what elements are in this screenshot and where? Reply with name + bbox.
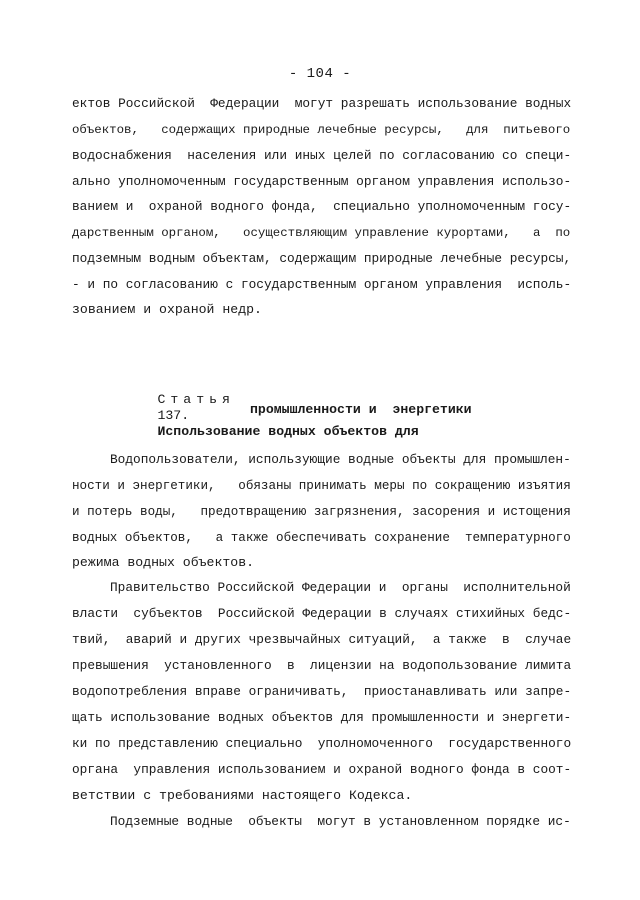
text-line: ки по представлению специально уполномоченного государственного bbox=[72, 736, 572, 751]
text-line: водных объектов, а также обеспечивать сохранение температурного bbox=[72, 531, 571, 545]
text-line: ности и энергетики, обязаны принимать меры по сокращению изъятия bbox=[72, 479, 571, 493]
text-line: и потерь воды, предотвращению загрязнения, засорения и истощения bbox=[72, 505, 571, 519]
text-line: подземным водным объектам, содержащим природные лечебные ресурсы, bbox=[72, 251, 572, 266]
text-line: органа управления использованием и охраной водного фонда в соот- bbox=[72, 762, 572, 777]
text-line: ектов Российской Федерации могут разрешать использование водных bbox=[72, 96, 572, 111]
text-line: Подземные водные объекты могут в установленном порядке ис- bbox=[110, 814, 571, 829]
article-title-line-1: Использование водных объектов для bbox=[157, 424, 419, 439]
text-line: Правительство Российской Федерации и органы исполнительной bbox=[110, 580, 571, 595]
text-line: власти субъектов Российской Федерации в случаях стихийных бедс- bbox=[72, 606, 572, 621]
text-line: ально уполномоченным государственным органом управления использо- bbox=[72, 174, 572, 189]
text-line: водопотребления вправе ограничивать, приостанавливать или запре- bbox=[72, 684, 572, 699]
text-line: ветствии с требованиями настоящего Кодекса. bbox=[72, 788, 413, 803]
text-line: - и по согласованию с государственным органом управления исполь- bbox=[72, 277, 572, 292]
page-number: - 104 - bbox=[288, 66, 352, 82]
article-number: 137. bbox=[157, 408, 190, 423]
text-line: режима водных объектов. bbox=[72, 555, 255, 570]
text-line: щать использование водных объектов для промышленности и энергети- bbox=[72, 710, 572, 725]
text-line: ванием и охраной водного фонда, специально уполномоченным госу- bbox=[72, 199, 572, 214]
text-line: зованием и охраной недр. bbox=[72, 302, 262, 317]
text-line: превышения установленного в лицензии на водопользование лимита bbox=[72, 658, 572, 673]
text-line: Водопользователи, использующие водные объекты для промышлен- bbox=[110, 452, 571, 467]
text-line: водоснабжения населения или иных целей по согласованию со специ- bbox=[72, 148, 572, 163]
article-label: Статья bbox=[157, 392, 235, 407]
article-title-line-2: промышленности и энергетики bbox=[250, 402, 472, 417]
text-line: дарственным органом, осуществляющим управление курортами, а по bbox=[72, 226, 571, 240]
text-line: объектов, содержащих природные лечебные ресурсы, для питьевого bbox=[72, 123, 571, 137]
text-line: твий, аварий и других чрезвычайных ситуаций, а также в случае bbox=[72, 632, 572, 647]
